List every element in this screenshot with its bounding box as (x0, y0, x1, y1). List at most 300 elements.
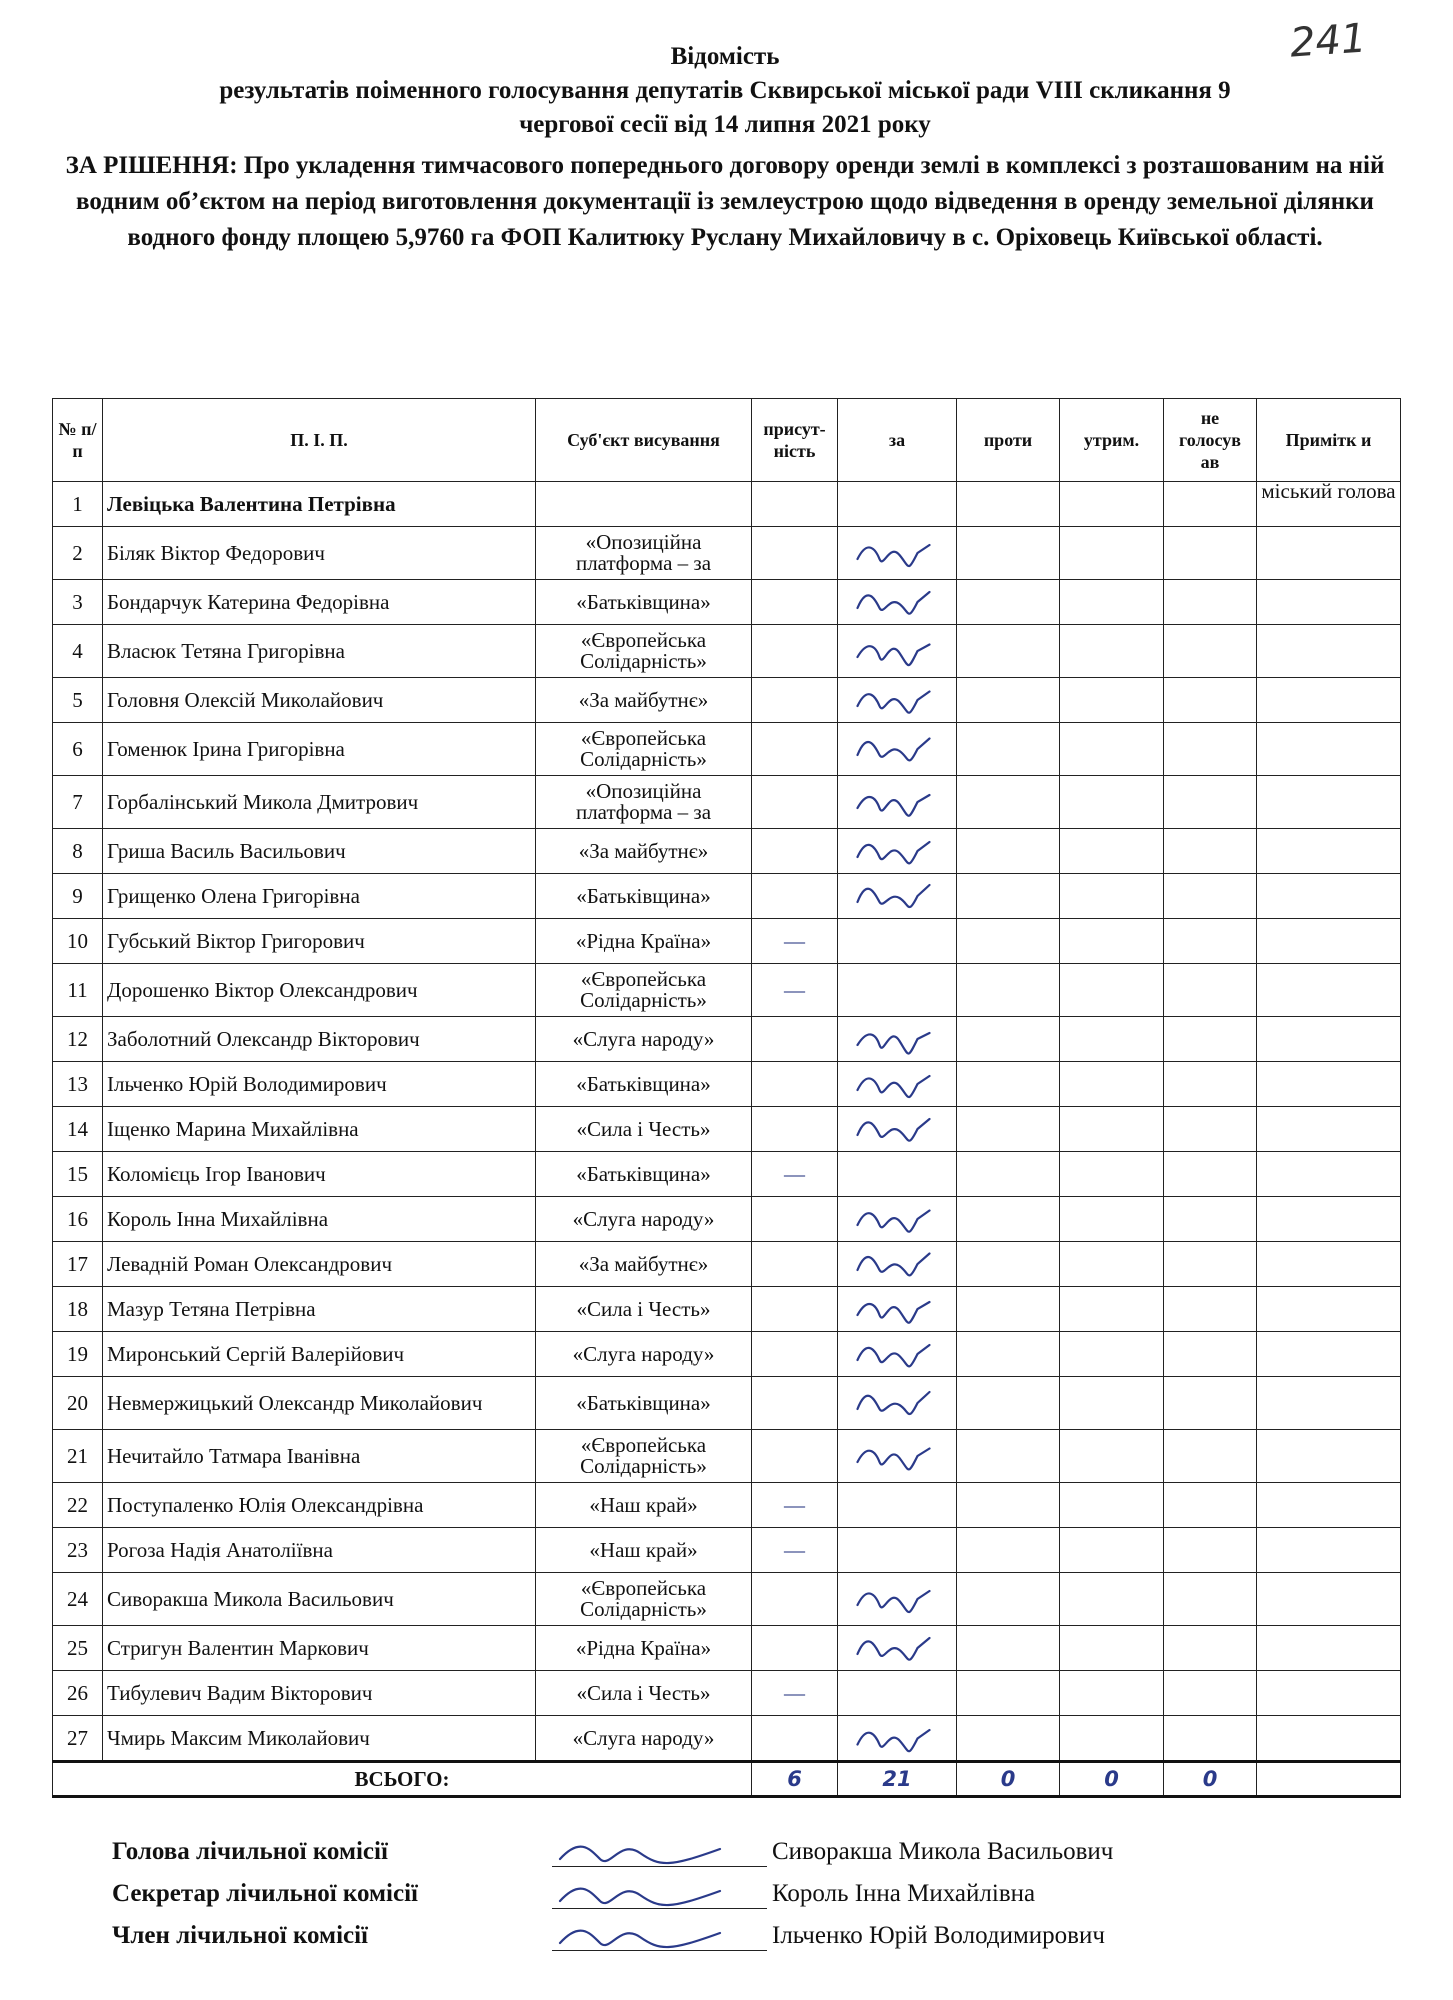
vote-for (838, 1017, 957, 1062)
vote-abstain (1060, 625, 1164, 678)
row-number: 18 (53, 1287, 103, 1332)
deputy-name: Тибулевич Вадим Вікторович (103, 1671, 536, 1716)
deputy-name: Поступаленко Юлія Олександрівна (103, 1483, 536, 1528)
present-mark (752, 527, 838, 580)
vote-against (957, 1430, 1060, 1483)
vote-abstain (1060, 1377, 1164, 1430)
vote-not-voted (1164, 1107, 1257, 1152)
present-mark (752, 776, 838, 829)
table-row (53, 678, 1401, 723)
vote-not-voted (1164, 678, 1257, 723)
vote-against (957, 1377, 1060, 1430)
nominating-party: «Європейська Солідарність» (536, 964, 752, 1017)
vote-not-voted (1164, 1152, 1257, 1197)
table-row (53, 1107, 1401, 1152)
deputy-name: Миронський Сергій Валерійович (103, 1332, 536, 1377)
vote-not-voted (1164, 1287, 1257, 1332)
vote-for (838, 723, 957, 776)
nominating-party: «Рідна Країна» (536, 1626, 752, 1671)
deputy-name: Горбалінський Микола Дмитрович (103, 776, 536, 829)
vote-abstain (1060, 919, 1164, 964)
row-number: 4 (53, 625, 103, 678)
vote-for (838, 625, 957, 678)
nominating-party: «Сила і Честь» (536, 1107, 752, 1152)
deputy-name: Сиворакша Микола Васильович (103, 1573, 536, 1626)
vote-not-voted (1164, 1062, 1257, 1107)
vote-against (957, 625, 1060, 678)
table-row (53, 1197, 1401, 1242)
vote-abstain (1060, 829, 1164, 874)
table-row (53, 1430, 1401, 1483)
deputy-name: Мазур Тетяна Петрівна (103, 1287, 536, 1332)
row-note (1257, 723, 1401, 776)
table-row (53, 1062, 1401, 1107)
vote-not-voted (1164, 527, 1257, 580)
total-label: ВСЬОГО: (53, 1762, 752, 1797)
vote-not-voted (1164, 723, 1257, 776)
vote-not-voted (1164, 1197, 1257, 1242)
commission-signature-mark (560, 1889, 720, 1905)
vote-for (838, 1573, 957, 1626)
header-notes: Примітк и (1257, 399, 1401, 482)
deputy-name: Гриша Василь Васильович (103, 829, 536, 874)
total-for: 21 (838, 1762, 957, 1797)
vote-against (957, 1716, 1060, 1762)
deputy-name: Іщенко Марина Михайлівна (103, 1107, 536, 1152)
deputy-name: Біляк Віктор Федорович (103, 527, 536, 580)
nominating-party: «Європейська Солідарність» (536, 1430, 752, 1483)
vote-for (838, 580, 957, 625)
table-row (53, 964, 1401, 1017)
table-row (53, 1626, 1401, 1671)
page-number: 241 (1288, 15, 1368, 67)
present-mark (752, 1197, 838, 1242)
vote-for (838, 1152, 957, 1197)
table-row (53, 1287, 1401, 1332)
present-mark (752, 874, 838, 919)
vote-not-voted (1164, 1332, 1257, 1377)
vote-against (957, 1017, 1060, 1062)
row-number: 11 (53, 964, 103, 1017)
row-note (1257, 964, 1401, 1017)
vote-against (957, 527, 1060, 580)
row-number: 14 (53, 1107, 103, 1152)
deputy-name: Коломієць Ігор Іванович (103, 1152, 536, 1197)
row-number: 20 (53, 1377, 103, 1430)
table-row (53, 776, 1401, 829)
present-mark (752, 1626, 838, 1671)
present-mark (752, 1430, 838, 1483)
nominating-party: «Сила і Честь» (536, 1671, 752, 1716)
total-against: 0 (957, 1762, 1060, 1797)
vote-for (838, 1287, 957, 1332)
vote-against (957, 678, 1060, 723)
header-against: проти (957, 399, 1060, 482)
row-number: 2 (53, 527, 103, 580)
vote-for (838, 1242, 957, 1287)
vote-not-voted (1164, 1430, 1257, 1483)
header-present: присут-ність (752, 399, 838, 482)
vote-abstain (1060, 1626, 1164, 1671)
vote-abstain (1060, 1242, 1164, 1287)
present-mark (752, 723, 838, 776)
table-row (53, 723, 1401, 776)
table-row (53, 1483, 1401, 1528)
vote-abstain (1060, 1017, 1164, 1062)
vote-against (957, 1242, 1060, 1287)
vote-against (957, 1287, 1060, 1332)
present-mark: — (752, 964, 838, 1017)
vote-against (957, 482, 1060, 527)
vote-not-voted (1164, 964, 1257, 1017)
deputy-name: Гоменюк Ірина Григорівна (103, 723, 536, 776)
deputy-name: Левадній Роман Олександрович (103, 1242, 536, 1287)
vote-against (957, 1528, 1060, 1573)
document-header (40, 40, 1410, 256)
document-subtitle-line-1: результатів поіменного голосування депутатів Сквирської міської ради VIII скликання 9 (219, 77, 1231, 104)
deputy-name: Нечитайло Татмара Іванівна (103, 1430, 536, 1483)
row-note (1257, 1430, 1401, 1483)
nominating-party: «Сила і Честь» (536, 1287, 752, 1332)
row-number: 22 (53, 1483, 103, 1528)
nominating-party: «Опозиційна платформа – за (536, 527, 752, 580)
nominating-party: «Опозиційна платформа – за (536, 776, 752, 829)
nominating-party: «Наш край» (536, 1483, 752, 1528)
vote-not-voted (1164, 1483, 1257, 1528)
vote-against (957, 1573, 1060, 1626)
row-number: 7 (53, 776, 103, 829)
row-number: 8 (53, 829, 103, 874)
row-note (1257, 1107, 1401, 1152)
row-number: 23 (53, 1528, 103, 1573)
deputy-name: Грищенко Олена Григорівна (103, 874, 536, 919)
vote-abstain (1060, 1197, 1164, 1242)
commission-role: Член лічильної комісії (112, 1922, 369, 1949)
header-not-voted: не голосув ав (1164, 399, 1257, 482)
vote-not-voted (1164, 776, 1257, 829)
vote-abstain (1060, 527, 1164, 580)
row-note (1257, 1062, 1401, 1107)
nominating-party: «Рідна Країна» (536, 919, 752, 964)
nominating-party: «Батьківщина» (536, 580, 752, 625)
row-note (1257, 1242, 1401, 1287)
deputy-name: Власюк Тетяна Григорівна (103, 625, 536, 678)
deputy-name: Рогоза Надія Анатоліївна (103, 1528, 536, 1573)
vote-abstain (1060, 1528, 1164, 1573)
present-mark (752, 1332, 838, 1377)
nominating-party: «Батьківщина» (536, 1062, 752, 1107)
vote-for (838, 1062, 957, 1107)
row-number: 6 (53, 723, 103, 776)
commission-person: Король Інна Михайлівна (772, 1880, 1036, 1907)
nominating-party: «Слуга народу» (536, 1017, 752, 1062)
vote-abstain (1060, 874, 1164, 919)
present-mark (752, 1377, 838, 1430)
total-notes (1257, 1762, 1401, 1797)
table-body (53, 482, 1401, 1762)
vote-abstain (1060, 482, 1164, 527)
vote-not-voted (1164, 482, 1257, 527)
row-number: 26 (53, 1671, 103, 1716)
vote-abstain (1060, 1287, 1164, 1332)
row-note (1257, 1377, 1401, 1430)
present-mark (752, 1242, 838, 1287)
row-note (1257, 527, 1401, 580)
row-note (1257, 1528, 1401, 1573)
vote-against (957, 1062, 1060, 1107)
present-mark (752, 1716, 838, 1762)
vote-abstain (1060, 723, 1164, 776)
total-abstain: 0 (1060, 1762, 1164, 1797)
document-subtitle-line-2: чергової сесії від 14 липня 2021 року (519, 111, 931, 138)
table-row (53, 1242, 1401, 1287)
row-number: 3 (53, 580, 103, 625)
total-not-voted: 0 (1164, 1762, 1257, 1797)
table-row (53, 527, 1401, 580)
header-party: Суб'єкт висування (536, 399, 752, 482)
vote-abstain (1060, 1483, 1164, 1528)
vote-for (838, 1332, 957, 1377)
vote-abstain (1060, 1671, 1164, 1716)
nominating-party: «Батьківщина» (536, 1152, 752, 1197)
nominating-party: «За майбутнє» (536, 678, 752, 723)
row-note (1257, 1483, 1401, 1528)
deputy-name: Губський Віктор Григорович (103, 919, 536, 964)
present-mark (752, 1287, 838, 1332)
vote-abstain (1060, 1430, 1164, 1483)
vote-abstain (1060, 1107, 1164, 1152)
deputy-name: Невмержицький Олександр Миколайович (103, 1377, 536, 1430)
row-note (1257, 874, 1401, 919)
vote-abstain (1060, 1152, 1164, 1197)
commission-role: Голова лічильної комісії (112, 1838, 388, 1865)
table-row (53, 482, 1401, 527)
total-present: 6 (752, 1762, 838, 1797)
vote-for (838, 1430, 957, 1483)
row-note (1257, 776, 1401, 829)
table-row (53, 1573, 1401, 1626)
vote-for (838, 527, 957, 580)
table-row (53, 919, 1401, 964)
deputy-name: Левіцька Валентина Петрівна (103, 482, 536, 527)
deputy-name: Заболотний Олександр Вікторович (103, 1017, 536, 1062)
row-note (1257, 1332, 1401, 1377)
row-number: 21 (53, 1430, 103, 1483)
table-row (53, 1017, 1401, 1062)
present-mark (752, 1107, 838, 1152)
row-number: 27 (53, 1716, 103, 1762)
vote-not-voted (1164, 1671, 1257, 1716)
nominating-party: «Європейська Солідарність» (536, 625, 752, 678)
row-note (1257, 1197, 1401, 1242)
row-number: 10 (53, 919, 103, 964)
nominating-party (536, 482, 752, 527)
vote-against (957, 1107, 1060, 1152)
table-row (53, 580, 1401, 625)
row-note (1257, 625, 1401, 678)
row-number: 24 (53, 1573, 103, 1626)
vote-against (957, 1332, 1060, 1377)
vote-not-voted (1164, 1716, 1257, 1762)
vote-not-voted (1164, 919, 1257, 964)
header-for: за (838, 399, 957, 482)
vote-for (838, 1716, 957, 1762)
signature-line (552, 1866, 767, 1867)
row-note (1257, 1573, 1401, 1626)
vote-against (957, 580, 1060, 625)
vote-abstain (1060, 1332, 1164, 1377)
vote-against (957, 1152, 1060, 1197)
nominating-party: «Слуга народу» (536, 1197, 752, 1242)
nominating-party: «За майбутнє» (536, 1242, 752, 1287)
deputy-name: Король Інна Михайлівна (103, 1197, 536, 1242)
deputy-name: Бондарчук Катерина Федорівна (103, 580, 536, 625)
present-mark (752, 1573, 838, 1626)
vote-against (957, 1671, 1060, 1716)
vote-for (838, 1626, 957, 1671)
commission-person: Ільченко Юрій Володимирович (772, 1922, 1105, 1949)
vote-abstain (1060, 1573, 1164, 1626)
vote-for (838, 1671, 957, 1716)
nominating-party: «Слуга народу» (536, 1332, 752, 1377)
vote-for (838, 482, 957, 527)
vote-for (838, 1377, 957, 1430)
vote-against (957, 1483, 1060, 1528)
vote-for (838, 874, 957, 919)
row-note (1257, 1152, 1401, 1197)
header-name: П. І. П. (103, 399, 536, 482)
table-row (53, 1332, 1401, 1377)
row-note (1257, 678, 1401, 723)
total-row (53, 1762, 1401, 1797)
vote-abstain (1060, 1062, 1164, 1107)
header-num: № п/п (53, 399, 103, 482)
vote-against (957, 1197, 1060, 1242)
present-mark (752, 829, 838, 874)
vote-for (838, 1528, 957, 1573)
row-number: 12 (53, 1017, 103, 1062)
present-mark (752, 482, 838, 527)
header-abstain: утрим. (1060, 399, 1164, 482)
vote-abstain (1060, 1716, 1164, 1762)
present-mark (752, 1062, 838, 1107)
vote-not-voted (1164, 829, 1257, 874)
vote-abstain (1060, 580, 1164, 625)
vote-for (838, 829, 957, 874)
row-note (1257, 1626, 1401, 1671)
row-number: 15 (53, 1152, 103, 1197)
vote-not-voted (1164, 1573, 1257, 1626)
vote-for (838, 964, 957, 1017)
present-mark: — (752, 1528, 838, 1573)
nominating-party: «Європейська Солідарність» (536, 723, 752, 776)
table-row (53, 829, 1401, 874)
row-number: 16 (53, 1197, 103, 1242)
vote-not-voted (1164, 1017, 1257, 1062)
nominating-party: «Слуга народу» (536, 1716, 752, 1762)
row-number: 5 (53, 678, 103, 723)
vote-abstain (1060, 776, 1164, 829)
vote-against (957, 964, 1060, 1017)
deputy-name: Ільченко Юрій Володимирович (103, 1062, 536, 1107)
vote-not-voted (1164, 1377, 1257, 1430)
deputy-name: Головня Олексій Миколайович (103, 678, 536, 723)
row-number: 17 (53, 1242, 103, 1287)
nominating-party: «Батьківщина» (536, 1377, 752, 1430)
vote-abstain (1060, 678, 1164, 723)
row-note: міський голова (1257, 482, 1401, 527)
commission-signature-mark (560, 1931, 720, 1947)
table-row (53, 874, 1401, 919)
deputy-name: Дорошенко Віктор Олександрович (103, 964, 536, 1017)
vote-against (957, 723, 1060, 776)
nominating-party: «Наш край» (536, 1528, 752, 1573)
present-mark (752, 678, 838, 723)
present-mark (752, 580, 838, 625)
nominating-party: «За майбутнє» (536, 829, 752, 874)
present-mark: — (752, 1671, 838, 1716)
vote-not-voted (1164, 580, 1257, 625)
commission-role: Секретар лічильної комісії (112, 1880, 418, 1907)
vote-against (957, 829, 1060, 874)
table-row (53, 1377, 1401, 1430)
nominating-party: «Батьківщина» (536, 874, 752, 919)
present-mark: — (752, 1152, 838, 1197)
table-row (53, 1152, 1401, 1197)
vote-against (957, 776, 1060, 829)
table-row (53, 1716, 1401, 1762)
vote-for (838, 1197, 957, 1242)
vote-for (838, 1483, 957, 1528)
present-mark (752, 625, 838, 678)
row-note (1257, 580, 1401, 625)
row-note (1257, 1671, 1401, 1716)
table-header-row (53, 399, 1401, 482)
deputy-name: Чмирь Максим Миколайович (103, 1716, 536, 1762)
vote-not-voted (1164, 874, 1257, 919)
vote-not-voted (1164, 1242, 1257, 1287)
row-number: 1 (53, 482, 103, 527)
vote-for (838, 919, 957, 964)
table-row (53, 625, 1401, 678)
voting-table (52, 398, 1401, 1798)
signature-line (552, 1950, 767, 1951)
row-note (1257, 1017, 1401, 1062)
signature-line (552, 1908, 767, 1909)
vote-not-voted (1164, 1528, 1257, 1573)
vote-not-voted (1164, 625, 1257, 678)
vote-against (957, 874, 1060, 919)
row-note (1257, 1287, 1401, 1332)
commission-person: Сиворакша Микола Васильович (772, 1838, 1114, 1865)
vote-against (957, 919, 1060, 964)
vote-for (838, 1107, 957, 1152)
vote-for (838, 776, 957, 829)
table-row (53, 1671, 1401, 1716)
present-mark: — (752, 919, 838, 964)
row-note (1257, 919, 1401, 964)
row-number: 19 (53, 1332, 103, 1377)
nominating-party: «Європейська Солідарність» (536, 1573, 752, 1626)
deputy-name: Стригун Валентин Маркович (103, 1626, 536, 1671)
document-title: Відомість (670, 43, 780, 70)
row-number: 9 (53, 874, 103, 919)
vote-abstain (1060, 964, 1164, 1017)
decision-text: ЗА РІШЕННЯ: Про укладення тимчасового попереднього договору оренди землі в комплексі з розташованим на ній водним об’єктом на період виготовлення документації із землеустрою щодо відведення в оренду земельної ділянки водного фонду площею 5,9760 га ФОП Калитюку Руслану Михайловичу в с. Оріховець Київської області. (65, 152, 1385, 251)
row-number: 13 (53, 1062, 103, 1107)
vote-against (957, 1626, 1060, 1671)
vote-for (838, 678, 957, 723)
